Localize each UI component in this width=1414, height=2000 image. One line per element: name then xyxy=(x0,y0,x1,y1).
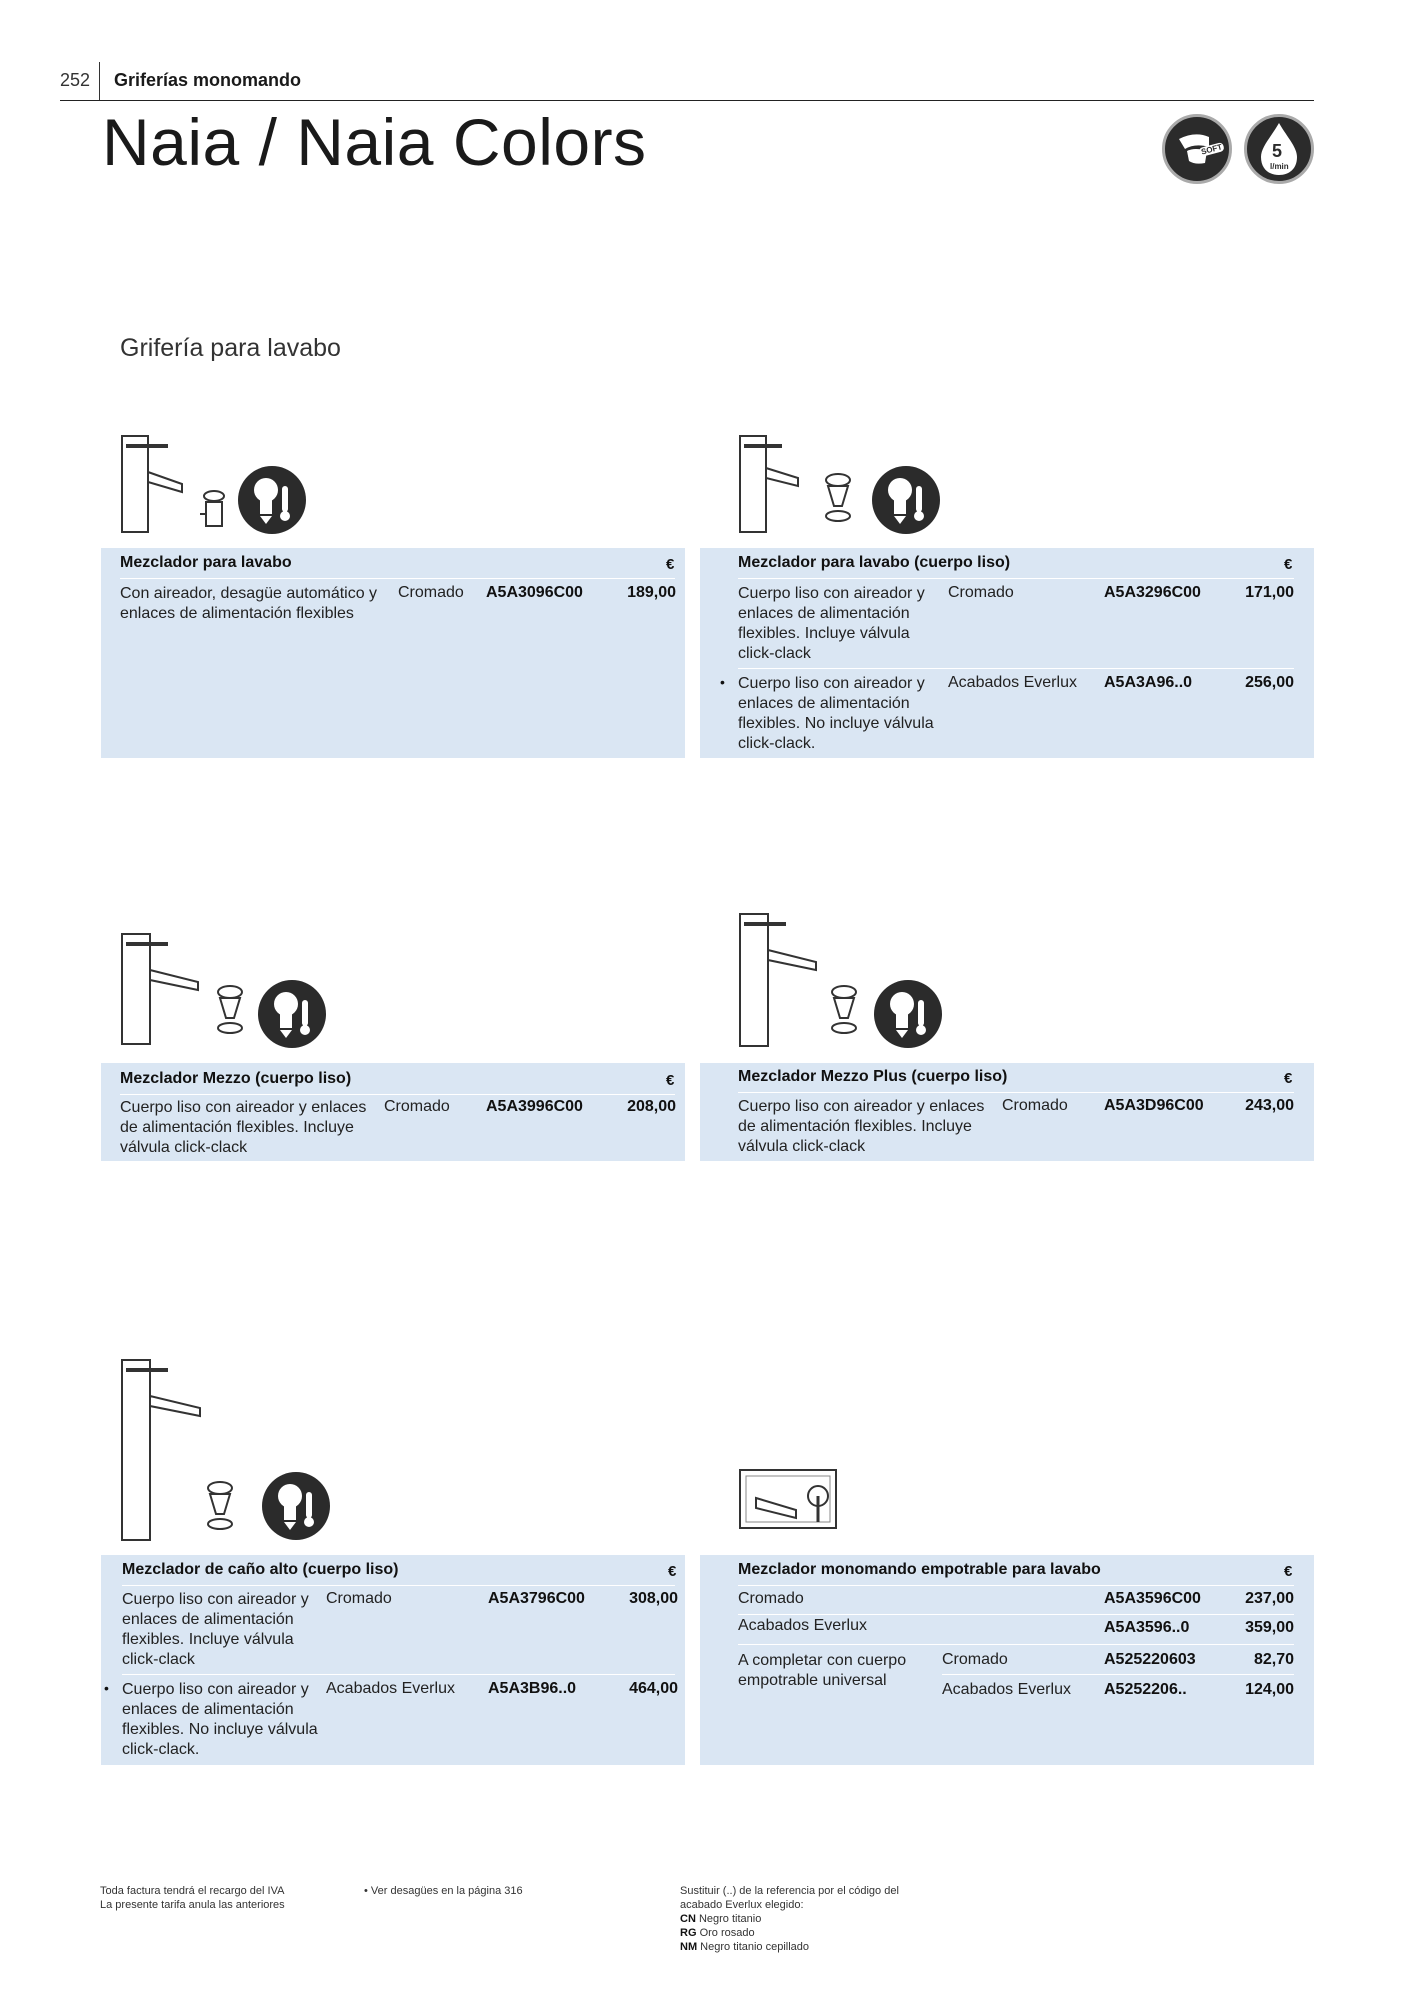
bullet-marker: • xyxy=(104,1680,109,1696)
product-finish: Acabados Everlux xyxy=(942,1681,1071,1698)
product-description: Cuerpo liso con aireador y enlaces de alimentación flexibles. No incluye válvula click-clack. xyxy=(738,675,934,752)
divider xyxy=(738,668,1294,669)
product-price: 124,00 xyxy=(1245,1681,1294,1698)
footer-tariff-line: La presente tarifa anula las anteriores xyxy=(100,1899,285,1911)
product-panel xyxy=(101,548,685,758)
drain-valve-icon xyxy=(196,488,228,536)
product-price: 308,00 xyxy=(629,1590,678,1607)
currency-label: € xyxy=(1284,1070,1293,1087)
footer-iva-note xyxy=(100,1884,285,1912)
product-reference: A5A3596C00 xyxy=(1104,1590,1201,1607)
faucet-illustration xyxy=(118,1356,208,1544)
divider xyxy=(942,1674,1294,1675)
soft-label: SOFT xyxy=(1200,142,1224,157)
soft-badge-icon xyxy=(1162,114,1232,184)
click-clack-valve-icon xyxy=(818,472,858,528)
product-reference: A5A3B96..0 xyxy=(488,1680,577,1697)
divider xyxy=(738,1092,1294,1093)
divider xyxy=(120,578,675,579)
everlux-code-row xyxy=(680,1926,899,1940)
product-description: Con aireador, desagüe automático y enlaces de alimentación flexibles xyxy=(120,585,378,622)
cold-start-icon xyxy=(260,1470,332,1542)
currency-label: € xyxy=(1284,556,1293,573)
product-title: Mezclador Mezzo Plus (cuerpo liso) xyxy=(738,1068,1008,1085)
divider xyxy=(738,1585,1294,1586)
product-price: 82,70 xyxy=(1253,1651,1294,1668)
faucet-illustration xyxy=(736,432,816,536)
product-title: Mezclador de caño alto (cuerpo liso) xyxy=(122,1561,399,1578)
everlux-code-name: Negro titanio cepillado xyxy=(700,1941,810,1953)
product-finish: Acabados Everlux xyxy=(738,1617,867,1634)
faucet-illustration xyxy=(118,432,198,536)
product-reference: A5A3D96C00 xyxy=(1104,1097,1204,1114)
currency-label: € xyxy=(666,556,675,573)
currency-label: € xyxy=(1284,1563,1293,1580)
product-finish: Cromado xyxy=(384,1098,450,1115)
product-price: 243,00 xyxy=(1245,1097,1294,1114)
product-title: Mezclador monomando empotrable para lavabo xyxy=(738,1561,1101,1578)
everlux-code: CN xyxy=(680,1913,696,1925)
product-finish: Cromado xyxy=(942,1651,1008,1668)
product-title: Mezclador Mezzo (cuerpo liso) xyxy=(120,1070,352,1087)
product-finish: Acabados Everlux xyxy=(948,674,1077,691)
divider xyxy=(120,1094,675,1095)
footer-iva-line: Toda factura tendrá el recargo del IVA xyxy=(100,1885,285,1897)
category-subtitle: Grifería para lavabo xyxy=(120,334,341,362)
product-price: 256,00 xyxy=(1245,674,1294,691)
footer-desagues-text: Ver desagües en la página 316 xyxy=(370,1885,523,1897)
cold-start-icon xyxy=(236,464,308,536)
header-rule xyxy=(60,100,1314,101)
divider xyxy=(122,1585,675,1586)
flow-badge-icon xyxy=(1244,114,1314,184)
wall-mounted-faucet-illustration xyxy=(736,1462,844,1538)
page-number: 252 xyxy=(60,70,91,90)
faucet-illustration xyxy=(736,910,826,1050)
product-finish: Cromado xyxy=(326,1590,392,1607)
everlux-code: RG xyxy=(680,1927,697,1939)
product-reference: A5A3A96..0 xyxy=(1104,674,1193,691)
product-price: 189,00 xyxy=(627,584,676,601)
product-price: 171,00 xyxy=(1245,584,1294,601)
product-reference: A525220603 xyxy=(1104,1651,1196,1668)
cold-start-icon xyxy=(870,464,942,536)
footer-everlux-line: Sustituir (..) de la referencia por el código del xyxy=(680,1885,899,1897)
product-reference: A5A3296C00 xyxy=(1104,584,1201,601)
currency-label: € xyxy=(666,1072,675,1089)
click-clack-valve-icon xyxy=(210,984,250,1040)
product-reference: A5A3596..0 xyxy=(1104,1619,1190,1636)
everlux-code-row xyxy=(680,1912,899,1926)
cold-start-icon xyxy=(872,978,944,1050)
everlux-code: NM xyxy=(680,1941,698,1953)
cold-start-icon xyxy=(256,978,328,1050)
everlux-code-name: Oro rosado xyxy=(699,1927,755,1939)
footer-everlux-note xyxy=(680,1884,899,1954)
divider xyxy=(738,1644,1294,1645)
product-description: Cuerpo liso con aireador y enlaces de alimentación flexibles. Incluye válvula click-clack xyxy=(120,1099,367,1156)
flow-unit: l/min xyxy=(1270,162,1289,171)
product-finish: Cromado xyxy=(948,584,1014,601)
product-description: Cuerpo liso con aireador y enlaces de alimentación flexibles. Incluye válvula click-clack xyxy=(738,1098,985,1155)
product-title: Mezclador para lavabo xyxy=(120,554,292,571)
product-finish: Cromado xyxy=(398,584,464,601)
product-reference: A5A3096C00 xyxy=(486,584,583,601)
footer-everlux-line: acabado Everlux elegido: xyxy=(680,1899,804,1911)
currency-label: € xyxy=(668,1563,677,1580)
page-title: Naia / Naia Colors xyxy=(102,105,647,179)
divider xyxy=(122,1674,675,1675)
product-reference: A5252206.. xyxy=(1104,1681,1187,1698)
divider xyxy=(738,578,1294,579)
section-title: Griferías monomando xyxy=(114,70,302,90)
product-finish: Acabados Everlux xyxy=(326,1680,455,1697)
product-price: 208,00 xyxy=(627,1098,676,1115)
product-price: 359,00 xyxy=(1245,1619,1294,1636)
product-description: Cuerpo liso con aireador y enlaces de alimentación flexibles. Incluye válvula click-clack xyxy=(738,585,925,662)
everlux-code-name: Negro titanio xyxy=(698,1913,762,1925)
product-reference: A5A3996C00 xyxy=(486,1098,583,1115)
product-description: Cuerpo liso con aireador y enlaces de alimentación flexibles. No incluye válvula click-clack. xyxy=(122,1681,318,1758)
product-description: Cuerpo liso con aireador y enlaces de alimentación flexibles. Incluye válvula click-clack xyxy=(122,1591,309,1668)
product-finish: Cromado xyxy=(738,1590,804,1607)
footer-desagues-note xyxy=(364,1884,523,1898)
header-divider xyxy=(99,62,100,100)
faucet-illustration xyxy=(118,930,208,1048)
product-finish: Cromado xyxy=(1002,1097,1068,1114)
product-reference: A5A3796C00 xyxy=(488,1590,585,1607)
product-price: 237,00 xyxy=(1245,1590,1294,1607)
divider xyxy=(738,1614,1294,1615)
product-description: A completar con cuerpo empotrable universal xyxy=(738,1652,907,1689)
product-price: 464,00 xyxy=(629,1680,678,1697)
flow-value: 5 xyxy=(1272,141,1283,161)
click-clack-valve-icon xyxy=(824,984,864,1040)
click-clack-valve-icon xyxy=(200,1480,240,1536)
product-title: Mezclador para lavabo (cuerpo liso) xyxy=(738,554,1011,571)
bullet-marker: • xyxy=(364,1885,368,1897)
everlux-code-row xyxy=(680,1940,899,1954)
bullet-marker: • xyxy=(720,674,725,690)
